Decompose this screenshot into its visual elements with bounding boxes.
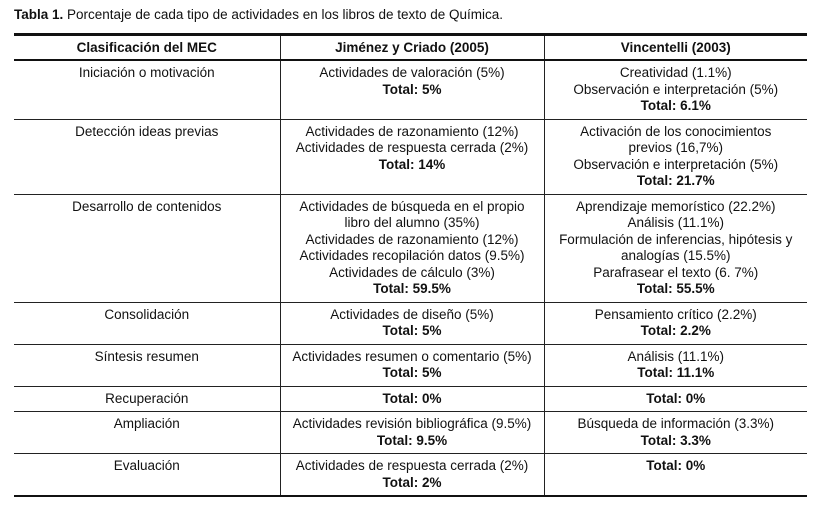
- total-value: Total: 0%: [646, 390, 706, 406]
- total-value: Total: 55.5%: [636, 281, 715, 296]
- vincentelli-cell: [544, 302, 807, 344]
- table-row: [14, 412, 807, 454]
- activity-line: Actividades de razonamiento (12%): [305, 231, 519, 247]
- activities-table: [14, 33, 807, 497]
- total-value: Total: 0%: [646, 458, 706, 473]
- vincentelli-cell: [544, 344, 807, 386]
- jimenez-cell: [280, 119, 544, 194]
- activity-line: Formulación de inferencias, hipótesis y: [559, 231, 793, 247]
- activity-line: Actividades de respuesta cerrada (2%): [295, 140, 529, 155]
- activity-line: previos (16,7%): [628, 140, 724, 155]
- activity-line: libro del alumno (35%): [344, 215, 480, 230]
- header-jimenez-criado: Jiménez y Criado (2005): [280, 35, 544, 61]
- jimenez-cell: [280, 194, 544, 302]
- activity-line: Actividades recopilación datos (9.5%): [299, 248, 525, 263]
- header-mec-classification: Clasificación del MEC: [76, 39, 217, 55]
- total-value: Total: 2.2%: [640, 323, 711, 338]
- total-value: Total: 0%: [382, 390, 442, 406]
- activity-line: Análisis (11.1%): [627, 215, 725, 230]
- table-caption-label: Tabla 1.: [14, 7, 64, 22]
- category-cell: Evaluación: [113, 458, 180, 473]
- vincentelli-cell: [544, 454, 807, 497]
- table-row: [14, 454, 807, 497]
- total-value: Total: 21.7%: [636, 173, 715, 188]
- jimenez-cell: [280, 412, 544, 454]
- total-value: Total: 5%: [382, 323, 442, 338]
- table-row: [14, 60, 807, 119]
- jimenez-cell: [280, 454, 544, 497]
- vincentelli-cell: [544, 60, 807, 119]
- total-value: Total: 59.5%: [373, 281, 451, 296]
- activity-line: Parafrasear el texto (6. 7%): [593, 264, 759, 280]
- header-row: [14, 35, 807, 61]
- category-cell: Recuperación: [105, 390, 189, 406]
- activity-line: Creatividad (1.1%): [619, 65, 732, 80]
- activity-line: Observación e interpretación (5%): [573, 81, 779, 97]
- activity-line: Análisis (11.1%): [627, 348, 725, 364]
- jimenez-cell: [280, 386, 544, 412]
- activity-line: Actividades resumen o comentario (5%): [292, 348, 532, 364]
- jimenez-cell: [280, 344, 544, 386]
- table-row: [14, 386, 807, 412]
- activity-line: Actividades de valoración (5%): [319, 65, 505, 80]
- activity-line: Actividades de cálculo (3%): [329, 264, 495, 280]
- total-value: Total: 2%: [382, 474, 442, 490]
- total-value: Total: 5%: [382, 365, 442, 380]
- jimenez-cell: [280, 302, 544, 344]
- header-vincentelli: Vincentelli (2003): [544, 35, 807, 61]
- activity-line: Observación e interpretación (5%): [573, 156, 779, 172]
- activity-line: Actividades revisión bibliográfica (9.5%): [292, 416, 532, 431]
- category-cell: Consolidación: [104, 306, 190, 322]
- activity-line: Búsqueda de información (3.3%): [577, 416, 775, 431]
- vincentelli-cell: [544, 194, 807, 302]
- total-value: Total: 5%: [382, 81, 442, 97]
- table-caption-text: Porcentaje de cada tipo de actividades en los libros de texto de Química.: [63, 7, 504, 22]
- category-cell: Detección ideas previas: [75, 123, 219, 139]
- table-header: [14, 35, 807, 61]
- total-value: Total: 9.5%: [376, 432, 448, 448]
- table-row: [14, 302, 807, 344]
- vincentelli-cell: [544, 386, 807, 412]
- category-cell: Ampliación: [113, 416, 180, 431]
- table-row: [14, 119, 807, 194]
- table-row: [14, 194, 807, 302]
- activity-line: Actividades de búsqueda en el propio: [299, 198, 525, 214]
- category-cell: Desarrollo de contenidos: [72, 198, 222, 214]
- jimenez-cell: [280, 60, 544, 119]
- activity-line: analogías (15.5%): [620, 248, 731, 263]
- category-cell: Iniciación o motivación: [78, 65, 215, 80]
- activity-line: Pensamiento crítico (2.2%): [594, 306, 757, 322]
- vincentelli-cell: [544, 119, 807, 194]
- total-value: Total: 14%: [378, 156, 446, 172]
- total-value: Total: 11.1%: [637, 365, 715, 380]
- table-body: [14, 60, 807, 496]
- activity-line: Actividades de respuesta cerrada (2%): [295, 458, 529, 473]
- table-row: [14, 344, 807, 386]
- activity-line: Actividades de razonamiento (12%): [305, 123, 519, 139]
- category-cell: Síntesis resumen: [94, 348, 199, 364]
- vincentelli-cell: [544, 412, 807, 454]
- activity-line: Aprendizaje memorístico (22.2%): [575, 198, 776, 214]
- activity-line: Activación de los conocimientos: [580, 123, 772, 139]
- total-value: Total: 6.1%: [640, 98, 711, 113]
- total-value: Total: 3.3%: [640, 432, 711, 448]
- activity-line: Actividades de diseño (5%): [330, 306, 494, 322]
- table-caption: [14, 6, 503, 24]
